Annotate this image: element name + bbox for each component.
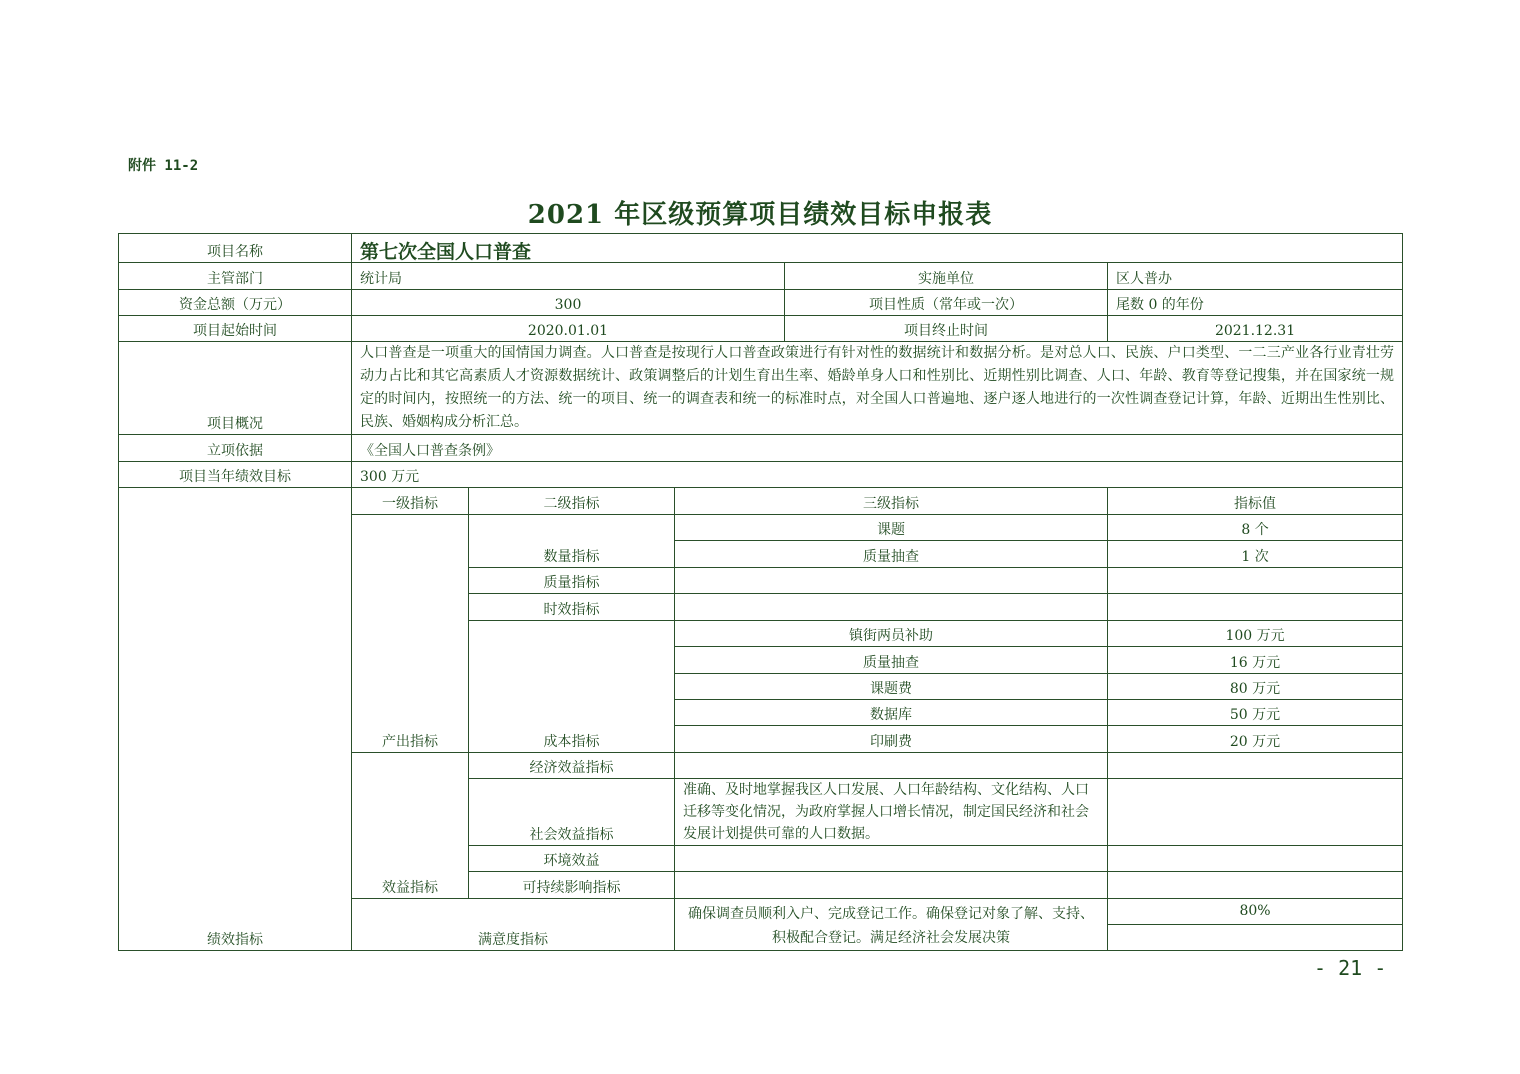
perf-label: 绩效指标 <box>119 488 352 951</box>
goal-value: 300 万元 <box>352 462 1403 488</box>
quantity-item-value: 1 次 <box>1108 541 1403 568</box>
end-label: 项目终止时间 <box>785 316 1108 342</box>
nature-value: 尾数 0 的年份 <box>1108 290 1403 316</box>
sustainable-indicator: 可持续影响指标 <box>469 872 675 899</box>
performance-form-table <box>118 233 1403 951</box>
quantity-item-value: 8 个 <box>1108 515 1403 541</box>
sustainable-item-value <box>1108 872 1403 899</box>
project-name-label: 项目名称 <box>119 234 352 263</box>
cost-item-value: 20 万元 <box>1108 726 1403 753</box>
table-row <box>119 234 1403 263</box>
start-label: 项目起始时间 <box>119 316 352 342</box>
table-row <box>119 290 1403 316</box>
economic-item-name <box>675 753 1108 779</box>
table-row <box>119 488 1403 515</box>
header-level1: 一级指标 <box>352 488 469 515</box>
header-level3: 三级指标 <box>675 488 1108 515</box>
social-item-value <box>1108 779 1403 846</box>
cost-item-name: 数据库 <box>675 700 1108 726</box>
quality-item-name <box>675 568 1108 594</box>
cost-item-name: 课题费 <box>675 674 1108 700</box>
timeliness-indicator: 时效指标 <box>469 594 675 621</box>
quality-item-value <box>1108 568 1403 594</box>
end-value: 2021.12.31 <box>1108 316 1403 342</box>
nature-label: 项目性质（常年或一次） <box>785 290 1108 316</box>
environment-indicator: 环境效益 <box>469 846 675 872</box>
timeliness-item-name <box>675 594 1108 621</box>
overview-label: 项目概况 <box>119 342 352 435</box>
table-row <box>119 342 1403 435</box>
start-value: 2020.01.01 <box>352 316 785 342</box>
environment-item-value <box>1108 846 1403 872</box>
fund-value: 300 <box>352 290 785 316</box>
table-row <box>119 435 1403 462</box>
cost-item-value: 100 万元 <box>1108 621 1403 647</box>
social-indicator: 社会效益指标 <box>469 779 675 846</box>
cost-indicator: 成本指标 <box>469 621 675 753</box>
benefit-indicator: 效益指标 <box>352 753 469 899</box>
overview-value: 人口普查是一项重大的国情国力调查。人口普查是按现行人口普查政策进行有针对性的数据统计和数据分析。是对总人口、民族、户口类型、一二三产业各行业青壮劳动力占比和其它高素质人才资源数据统计、政策调整后的计划生育出生率、婚龄单身人口和性别比、近期性别比调查、人口、年龄、教育等登记搜集，并在国家统一规定的时间内，按照统一的方法、统一的项目、统一的调查表和统一的标准时点，对全国人口普遍地、逐户逐人地进行的一次性调查登记计算，年龄、近期出生性别比、民族、婚姻构成分析汇总。 <box>352 342 1403 435</box>
satisfaction-item-text: 确保调查员顺利入户、完成登记工作。确保登记对象了解、支持、积极配合登记。满足经济社会发展决策 <box>675 899 1108 951</box>
quantity-item-name: 质量抽查 <box>675 541 1108 568</box>
cost-item-value: 50 万元 <box>1108 700 1403 726</box>
cost-item-value: 80 万元 <box>1108 674 1403 700</box>
cost-item-value: 16 万元 <box>1108 647 1403 674</box>
goal-label: 项目当年绩效目标 <box>119 462 352 488</box>
output-indicator: 产出指标 <box>352 515 469 753</box>
economic-indicator: 经济效益指标 <box>469 753 675 779</box>
quality-indicator: 质量指标 <box>469 568 675 594</box>
basis-value: 《全国人口普查条例》 <box>352 435 1403 462</box>
impl-value: 区人普办 <box>1108 263 1403 290</box>
dept-value: 统计局 <box>352 263 785 290</box>
environment-item-name <box>675 846 1108 872</box>
cost-item-name: 镇街两员补助 <box>675 621 1108 647</box>
basis-label: 立项依据 <box>119 435 352 462</box>
table-row <box>119 462 1403 488</box>
economic-item-value <box>1108 753 1403 779</box>
table-row <box>119 316 1403 342</box>
table-row <box>119 263 1403 290</box>
attachment-label: 附件 11-2 <box>128 158 199 174</box>
satisfaction-item-extra <box>1108 925 1403 951</box>
sustainable-item-name <box>675 872 1108 899</box>
satisfaction-indicator: 满意度指标 <box>352 899 675 951</box>
page-title: 2021 年区级预算项目绩效目标申报表 <box>527 200 993 230</box>
cost-item-name: 质量抽查 <box>675 647 1108 674</box>
project-name-value: 第七次全国人口普查 <box>352 234 1403 263</box>
header-level2: 二级指标 <box>469 488 675 515</box>
quantity-indicator: 数量指标 <box>469 515 675 568</box>
header-value: 指标值 <box>1108 488 1403 515</box>
dept-label: 主管部门 <box>119 263 352 290</box>
satisfaction-item-value: 80% <box>1108 899 1403 925</box>
page-number: - 21 - <box>1314 956 1387 980</box>
impl-label: 实施单位 <box>785 263 1108 290</box>
timeliness-item-value <box>1108 594 1403 621</box>
quantity-item-name: 课题 <box>675 515 1108 541</box>
fund-label: 资金总额（万元） <box>119 290 352 316</box>
social-item-text: 准确、及时地掌握我区人口发展、人口年龄结构、文化结构、人口迁移等变化情况，为政府掌握人口增长情况，制定国民经济和社会发展计划提供可靠的人口数据。 <box>675 779 1108 846</box>
cost-item-name: 印刷费 <box>675 726 1108 753</box>
